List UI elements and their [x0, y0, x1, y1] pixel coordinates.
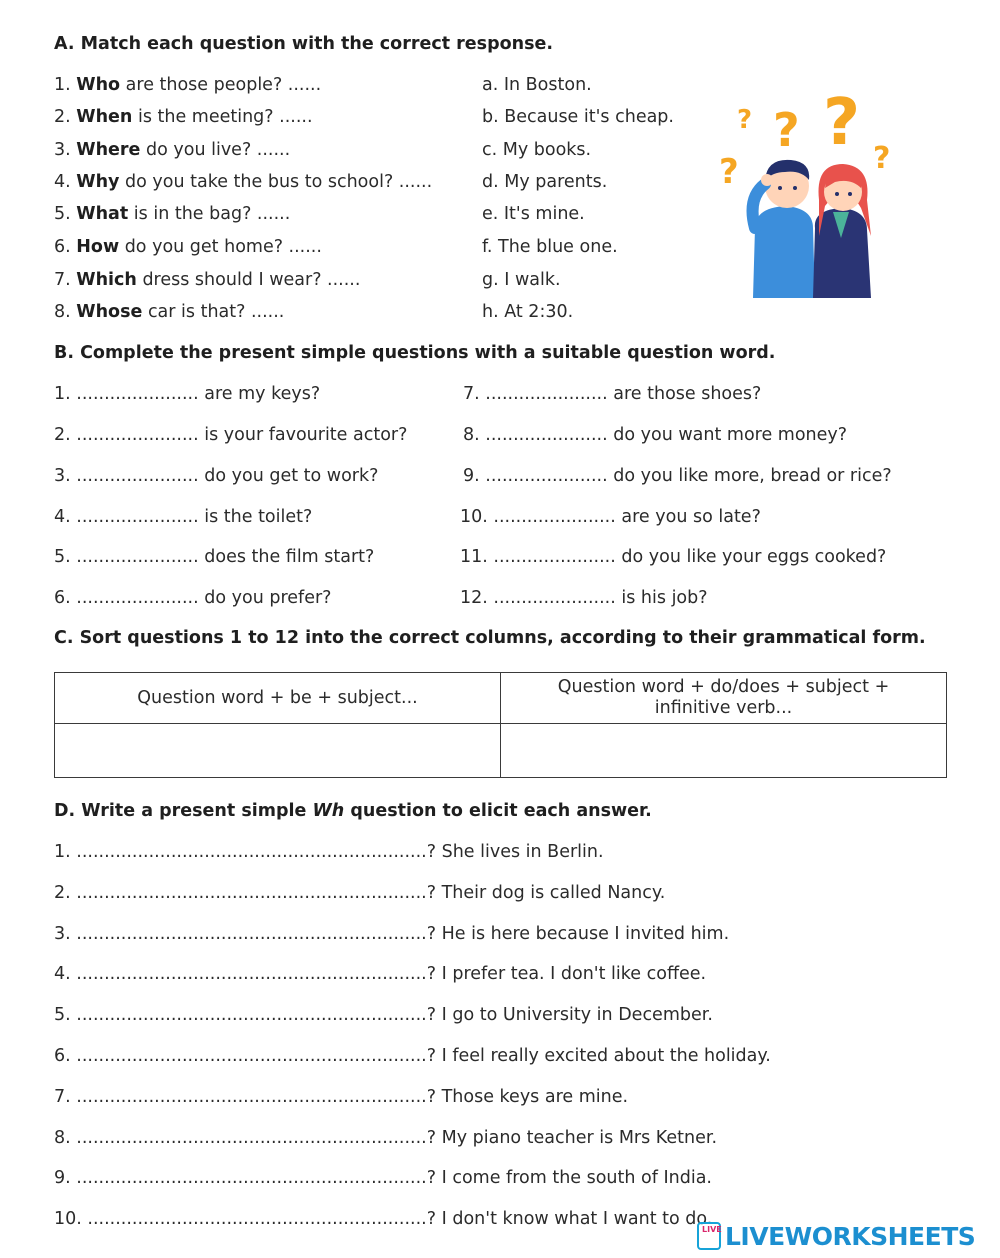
question-b7: 7. ...................... are those shoes? [463, 384, 762, 404]
question-a6: 6. How do you get home? ...... [54, 237, 322, 257]
question-d6: 6. ...............................................................? I feel really excited about the holiday. [54, 1046, 771, 1066]
section-a-heading: A. Match each question with the correct response. [54, 34, 554, 54]
sort-table [54, 672, 947, 778]
question-b12: 12. ...................... is his job? [460, 588, 708, 608]
question-b5: 5. ...................... does the film start? [54, 547, 375, 567]
question-mark-icon: ? [823, 88, 861, 160]
question-b4: 4. ...................... is the toilet? [54, 507, 313, 527]
question-a7: 7. Which dress should I wear? ...... [54, 270, 361, 290]
question-mark-icon: ? [873, 141, 891, 176]
question-b10: 10. ...................... are you so late? [460, 507, 761, 527]
liveworksheets-logo [697, 1218, 975, 1254]
answer-e: e. It's mine. [482, 204, 585, 224]
question-mark-icon: ? [773, 103, 800, 157]
question-a4: 4. Why do you take the bus to school? ...... [54, 172, 433, 192]
question-mark-icon: ? [719, 152, 739, 192]
question-d4: 4. ...............................................................? I prefer tea. I don't like coffee. [54, 964, 707, 984]
question-b2: 2. ...................... is your favourite actor? [54, 425, 408, 445]
section-c-heading: C. Sort questions 1 to 12 into the correct columns, according to their grammatical form. [54, 628, 926, 648]
question-b3: 3. ...................... do you get to work? [54, 466, 379, 486]
question-b9: 9. ...................... do you like more, bread or rice? [463, 466, 892, 486]
question-d7: 7. ...............................................................? Those keys are mine. [54, 1087, 629, 1107]
question-d5: 5. ...............................................................? I go to University in December. [54, 1005, 713, 1025]
question-b1: 1. ...................... are my keys? [54, 384, 321, 404]
question-a8: 8. Whose car is that? ...... [54, 302, 285, 322]
answer-h: h. At 2:30. [482, 302, 574, 322]
answer-c: c. My books. [482, 140, 592, 160]
question-d9: 9. ...............................................................? I come from the south of India. [54, 1168, 712, 1188]
column-header-do: Question word + do/does + subject + infinitive verb... [501, 673, 947, 724]
section-d-heading: D. Write a present simple Wh question to elicit each answer. [54, 801, 652, 821]
answer-a: a. In Boston. [482, 75, 592, 95]
column-header-be: Question word + be + subject... [55, 673, 501, 724]
answer-g: g. I walk. [482, 270, 561, 290]
question-b6: 6. ...................... do you prefer? [54, 588, 332, 608]
question-a3: 3. Where do you live? ...... [54, 140, 291, 160]
answer-cell-do[interactable] [501, 724, 947, 778]
confused-people-illustration [715, 88, 905, 303]
question-d3: 3. ...............................................................? He is here because I invited him. [54, 924, 730, 944]
question-d1: 1. ...............................................................? She lives in Berlin. [54, 842, 604, 862]
question-b11: 11. ...................... do you like your eggs cooked? [460, 547, 887, 567]
question-a1: 1. Who are those people? ...... [54, 75, 322, 95]
section-b-heading: B. Complete the present simple questions with a suitable question word. [54, 343, 776, 363]
question-d10: 10. .............................................................? I don't know what I want to do. [54, 1209, 713, 1229]
question-d2: 2. ...............................................................? Their dog is called Nancy. [54, 883, 666, 903]
answer-b: b. Because it's cheap. [482, 107, 674, 127]
question-d8: 8. ...............................................................? My piano teacher is Mrs Ketner. [54, 1128, 718, 1148]
question-a5: 5. What is in the bag? ...... [54, 204, 291, 224]
logo-mark-icon: LIVE [697, 1222, 721, 1250]
answer-f: f. The blue one. [482, 237, 618, 257]
question-a2: 2. When is the meeting? ...... [54, 107, 313, 127]
logo-text: LIVEWORKSHEETS [725, 1221, 976, 1251]
question-mark-icon: ? [737, 105, 753, 135]
answer-cell-be[interactable] [55, 724, 501, 778]
question-b8: 8. ...................... do you want more money? [463, 425, 848, 445]
answer-d: d. My parents. [482, 172, 608, 192]
